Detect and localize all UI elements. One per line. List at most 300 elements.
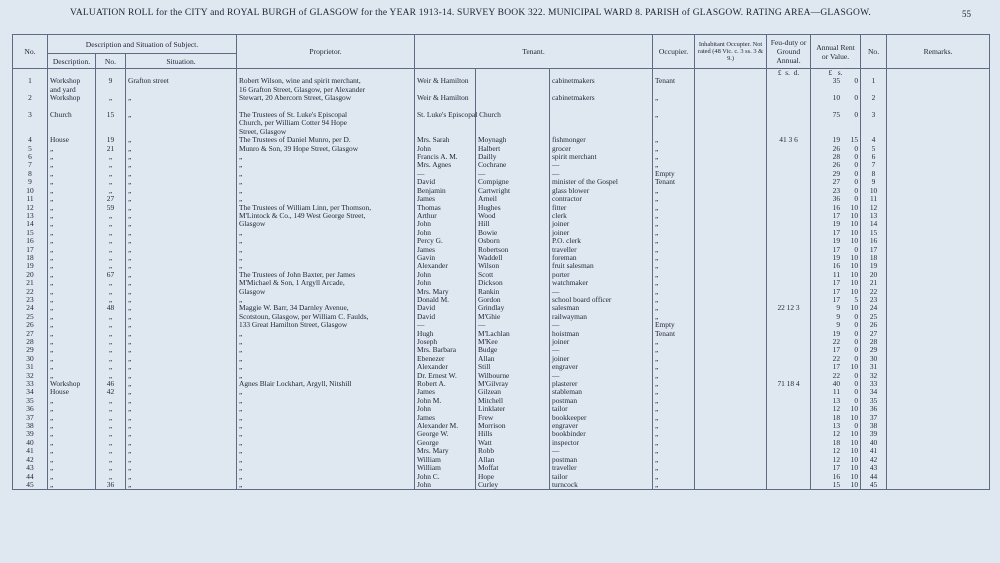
table-row [13, 195, 990, 203]
situation-cell: „ [126, 153, 237, 161]
rent-pounds: 17 [832, 227, 841, 237]
inhabitant-cell [695, 111, 767, 119]
situation-cell: „ [126, 439, 237, 447]
row-number-2: 12 [861, 204, 887, 212]
proprietor-cell: „ [237, 170, 415, 178]
remarks-cell [887, 397, 990, 405]
row-number: 32 [13, 372, 48, 380]
tenant-forename-cell: David [415, 178, 476, 186]
tenant-forename-cell: William [415, 464, 476, 472]
rent-pounds: 27 [832, 177, 841, 187]
tenant-occupation-cell [550, 119, 653, 127]
tenant-forename-cell: John M. [415, 397, 476, 405]
tenant-occupation-cell: cabinetmakers [550, 94, 653, 102]
feu-duty-units: £ s. d. [767, 69, 811, 78]
table-row [13, 94, 990, 102]
tenant-forename-cell: Benjamin [415, 187, 476, 195]
row-number-2: 26 [861, 321, 887, 329]
inhabitant-cell [695, 304, 767, 312]
row-number: 7 [13, 161, 48, 169]
proprietor-cell: „ [237, 187, 415, 195]
rent-pounds: 17 [832, 345, 841, 355]
row-number-2: 19 [861, 262, 887, 270]
inhabitant-cell [695, 229, 767, 237]
situation-cell: „ [126, 473, 237, 481]
tenant-occupation-cell: fitter [550, 204, 653, 212]
remarks-cell [887, 313, 990, 321]
row-number-2: 6 [861, 153, 887, 161]
occupier-cell: „ [653, 111, 695, 119]
street-number-cell: „ [96, 473, 126, 481]
occupier-cell: „ [653, 363, 695, 371]
proprietor-cell: „ [237, 355, 415, 363]
remarks-cell [887, 161, 990, 169]
street-number-cell: „ [96, 372, 126, 380]
occupier-cell: „ [653, 254, 695, 262]
rent-shillings: 10 [850, 463, 859, 473]
remarks-cell [887, 430, 990, 438]
tenant-forename-cell: Mrs. Mary [415, 447, 476, 455]
rent-shillings: 0 [854, 337, 859, 346]
inhabitant-cell [695, 430, 767, 438]
rent-shillings: 10 [850, 286, 859, 296]
rent-pounds: 12 [832, 446, 841, 456]
rent-shillings: 0 [854, 177, 859, 187]
feu-duty-cell [767, 237, 811, 245]
tenant-surname-cell: M'Lachlan [476, 330, 550, 338]
feu-duty-cell [767, 330, 811, 338]
occupier-cell: „ [653, 346, 695, 354]
row-number-2: 22 [861, 288, 887, 296]
inhabitant-cell [695, 178, 767, 186]
description-cell: „ [48, 447, 96, 455]
situation-cell: „ [126, 145, 237, 153]
rent-cell [811, 119, 861, 127]
row-number-2: 15 [861, 229, 887, 237]
rent-pounds: 13 [832, 395, 841, 405]
tenant-occupation-cell: watchmaker [550, 279, 653, 287]
tenant-surname-cell: Hill [476, 220, 550, 228]
rent-shillings: 0 [854, 244, 859, 254]
proprietor-cell: Street, Glasgow [237, 128, 415, 136]
tenant-surname-cell: Waddell [476, 254, 550, 262]
tenant-forename-cell: Dr. Ernest W. [415, 372, 476, 380]
inhabitant-cell [695, 321, 767, 329]
description-cell: „ [48, 397, 96, 405]
row-number-2: 18 [861, 254, 887, 262]
remarks-cell [887, 271, 990, 279]
rent-shillings: 10 [850, 362, 859, 372]
proprietor-cell: Stewart, 20 Abercorn Street, Glasgow [237, 94, 415, 102]
feu-duty-cell [767, 94, 811, 102]
inhabitant-cell [695, 204, 767, 212]
tenant-occupation-cell: salesman [550, 304, 653, 312]
row-number-2: 42 [861, 456, 887, 464]
street-number-cell: „ [96, 422, 126, 430]
street-number-cell: „ [96, 355, 126, 363]
tenant-occupation-cell: tailor [550, 405, 653, 413]
tenant-forename-cell: Arthur [415, 212, 476, 220]
rent-shillings: 0 [854, 160, 859, 170]
tenant-surname-cell: Bowie [476, 229, 550, 237]
description-cell: „ [48, 321, 96, 329]
situation-cell: „ [126, 422, 237, 430]
proprietor-cell: The Trustees of John Baxter, per James [237, 271, 415, 279]
table-row [13, 447, 990, 455]
proprietor-cell: The Trustees of Daniel Munro, per D. [237, 136, 415, 144]
rent-pounds: 17 [832, 463, 841, 473]
feu-duty-cell [767, 119, 811, 127]
tenant-occupation-cell: glass blower [550, 187, 653, 195]
description-cell: „ [48, 262, 96, 270]
row-number-2: 38 [861, 422, 887, 430]
tenant-occupation-cell: cabinetmakers [550, 77, 653, 85]
row-number-2: 35 [861, 397, 887, 405]
situation-cell: „ [126, 237, 237, 245]
table-row [13, 212, 990, 220]
tenant-occupation-cell: joiner [550, 338, 653, 346]
occupier-cell: „ [653, 237, 695, 245]
street-number-cell: „ [96, 447, 126, 455]
occupier-cell [653, 103, 695, 111]
occupier-cell: „ [653, 94, 695, 102]
remarks-cell [887, 439, 990, 447]
feu-duty-cell [767, 229, 811, 237]
inhabitant-cell [695, 346, 767, 354]
occupier-cell: „ [653, 187, 695, 195]
description-cell: „ [48, 464, 96, 472]
rent-pounds: 10 [832, 93, 841, 103]
header-tenant: Tenant. [415, 35, 653, 69]
row-number: 25 [13, 313, 48, 321]
rent-pounds: 13 [832, 421, 841, 431]
inhabitant-cell [695, 94, 767, 102]
row-number: 44 [13, 473, 48, 481]
street-number-cell: 59 [96, 204, 126, 212]
situation-cell: „ [126, 380, 237, 388]
remarks-cell [887, 136, 990, 144]
occupier-cell: Empty [653, 321, 695, 329]
header-description: Description. [48, 54, 96, 69]
street-number-cell: „ [96, 414, 126, 422]
row-number: 39 [13, 430, 48, 438]
tenant-occupation-cell [550, 111, 653, 119]
street-number-cell: „ [96, 237, 126, 245]
occupier-cell: „ [653, 430, 695, 438]
street-number-cell: „ [96, 464, 126, 472]
remarks-cell [887, 447, 990, 455]
situation-cell: „ [126, 136, 237, 144]
street-number-cell: 67 [96, 271, 126, 279]
inhabitant-cell [695, 330, 767, 338]
rent-cell [811, 94, 861, 102]
occupier-cell: „ [653, 220, 695, 228]
feu-duty-cell [767, 473, 811, 481]
tenant-occupation-cell: bookkeeper [550, 414, 653, 422]
row-number: 18 [13, 254, 48, 262]
street-number-cell: „ [96, 187, 126, 195]
inhabitant-cell [695, 246, 767, 254]
rent-pounds: 17 [832, 286, 841, 296]
table-row [13, 422, 990, 430]
tenant-occupation-cell: — [550, 447, 653, 455]
remarks-cell [887, 346, 990, 354]
rent-shillings: 0 [854, 110, 859, 120]
tenant-forename-cell [415, 119, 476, 127]
row-number-2: 8 [861, 170, 887, 178]
row-number-2: 25 [861, 313, 887, 321]
rent-shillings: 10 [850, 412, 859, 422]
row-number: 8 [13, 170, 48, 178]
situation-cell: „ [126, 246, 237, 254]
remarks-cell [887, 195, 990, 203]
rent-shillings: 5 [854, 294, 859, 304]
situation-cell: „ [126, 355, 237, 363]
description-cell: „ [48, 456, 96, 464]
rent-shillings: 15 [850, 135, 859, 145]
rent-shillings: 0 [854, 387, 859, 397]
occupier-cell: „ [653, 288, 695, 296]
description-cell: „ [48, 195, 96, 203]
inhabitant-cell [695, 405, 767, 413]
proprietor-cell: Munro & Son, 39 Hope Street, Glasgow [237, 145, 415, 153]
tenant-occupation-cell: inspector [550, 439, 653, 447]
street-number-cell: „ [96, 363, 126, 371]
remarks-cell [887, 456, 990, 464]
occupier-cell: „ [653, 262, 695, 270]
tenant-occupation-cell [550, 103, 653, 111]
row-number: 31 [13, 363, 48, 371]
occupier-cell: Empty [653, 170, 695, 178]
description-cell: „ [48, 220, 96, 228]
proprietor-cell: „ [237, 414, 415, 422]
rent-pounds: 40 [832, 379, 841, 389]
rent-pounds: 16 [832, 261, 841, 271]
description-cell: „ [48, 430, 96, 438]
table-row [13, 103, 990, 111]
situation-cell: „ [126, 330, 237, 338]
remarks-cell [887, 145, 990, 153]
inhabitant-cell [695, 456, 767, 464]
occupier-cell: „ [653, 397, 695, 405]
street-number-cell: 15 [96, 111, 126, 119]
row-number: 26 [13, 321, 48, 329]
table-row [13, 464, 990, 472]
occupier-cell: „ [653, 246, 695, 254]
tenant-surname-cell: Hughes [476, 204, 550, 212]
remarks-cell [887, 279, 990, 287]
row-number: 6 [13, 153, 48, 161]
inhabitant-cell [695, 397, 767, 405]
row-number: 16 [13, 237, 48, 245]
occupier-cell: „ [653, 355, 695, 363]
proprietor-cell: 133 Great Hamilton Street, Glasgow [237, 321, 415, 329]
proprietor-cell: „ [237, 237, 415, 245]
rent-pounds: 11 [832, 387, 841, 397]
tenant-occupation-cell: — [550, 170, 653, 178]
rent-pounds: 17 [832, 294, 841, 304]
rent-pounds: 19 [832, 135, 841, 145]
tenant-occupation-cell: joiner [550, 229, 653, 237]
tenant-surname-cell: M'Gilvray [476, 380, 550, 388]
description-cell: House [48, 136, 96, 144]
row-number-2: 16 [861, 237, 887, 245]
rent-pounds: 16 [832, 471, 841, 481]
row-number-2: 32 [861, 372, 887, 380]
row-number: 33 [13, 380, 48, 388]
street-number-cell: „ [96, 254, 126, 262]
table-row [13, 288, 990, 296]
description-cell: „ [48, 481, 96, 490]
row-number: 42 [13, 456, 48, 464]
row-number-2: 17 [861, 246, 887, 254]
occupier-cell: „ [653, 296, 695, 304]
situation-cell: „ [126, 388, 237, 396]
feu-duty-cell [767, 288, 811, 296]
rent-shillings: 10 [850, 227, 859, 237]
proprietor-cell: „ [237, 246, 415, 254]
situation-cell: „ [126, 481, 237, 490]
tenant-surname-cell: Wilson [476, 262, 550, 270]
proprietor-cell: Robert Wilson, wine and spirit merchant, [237, 77, 415, 85]
situation-cell: „ [126, 178, 237, 186]
rent-pounds: 9 [836, 320, 841, 330]
tenant-occupation-cell: railwayman [550, 313, 653, 321]
tenant-forename-cell: Joseph [415, 338, 476, 346]
row-number: 9 [13, 178, 48, 186]
tenant-surname-cell: Hills [476, 430, 550, 438]
rent-pounds: 28 [832, 152, 841, 162]
row-number-2: 5 [861, 145, 887, 153]
inhabitant-cell [695, 262, 767, 270]
feu-duty-cell [767, 111, 811, 119]
table-row [13, 405, 990, 413]
street-number-cell: „ [96, 313, 126, 321]
occupier-cell: Tenant [653, 178, 695, 186]
inhabitant-cell [695, 380, 767, 388]
proprietor-cell: M'Lintock & Co., 149 West George Street, [237, 212, 415, 220]
rent-shillings: 0 [854, 395, 859, 405]
tenant-forename-cell: Hugh [415, 330, 476, 338]
situation-cell: „ [126, 204, 237, 212]
rent-shillings: 10 [850, 437, 859, 447]
tenant-forename-cell: David [415, 313, 476, 321]
table-row [13, 304, 990, 312]
remarks-cell [887, 304, 990, 312]
description-cell: and yard [48, 86, 96, 94]
tenant-surname-cell: Moynagh [476, 136, 550, 144]
tenant-surname-cell: M'Ghie [476, 313, 550, 321]
row-number: 35 [13, 397, 48, 405]
description-cell: „ [48, 204, 96, 212]
proprietor-cell: The Trustees of William Linn, per Thomson, [237, 204, 415, 212]
row-number: 43 [13, 464, 48, 472]
remarks-cell [887, 103, 990, 111]
feu-duty-cell [767, 77, 811, 85]
description-cell: „ [48, 271, 96, 279]
rent-cell [811, 111, 861, 119]
table-row [13, 119, 990, 127]
tenant-forename-cell: James [415, 246, 476, 254]
tenant-surname-cell: Linklater [476, 405, 550, 413]
description-cell: „ [48, 439, 96, 447]
rent-shillings: 0 [854, 370, 859, 380]
street-number-cell: 48 [96, 304, 126, 312]
description-cell [48, 119, 96, 127]
occupier-cell: „ [653, 136, 695, 144]
header-no: No. [13, 35, 48, 69]
rent-shillings: 0 [854, 328, 859, 338]
proprietor-cell: Agnes Blair Lockhart, Argyll, Nitshill [237, 380, 415, 388]
inhabitant-cell [695, 338, 767, 346]
feu-duty-cell [767, 447, 811, 455]
row-number-2: 31 [861, 363, 887, 371]
table-row [13, 313, 990, 321]
table-row [13, 86, 990, 94]
feu-duty-cell: 71 18 4 [767, 380, 811, 388]
tenant-forename-cell: Mrs. Mary [415, 288, 476, 296]
inhabitant-cell [695, 128, 767, 136]
row-number: 21 [13, 279, 48, 287]
tenant-surname-cell: Compigne [476, 178, 550, 186]
tenant-occupation-cell: contractor [550, 195, 653, 203]
feu-duty-cell [767, 397, 811, 405]
tenant-surname-cell: M'Kee [476, 338, 550, 346]
description-cell: „ [48, 212, 96, 220]
header-remarks: Remarks. [887, 35, 990, 69]
proprietor-cell: „ [237, 422, 415, 430]
rent-shillings: 0 [854, 311, 859, 321]
tenant-occupation-cell: joiner [550, 355, 653, 363]
situation-cell: „ [126, 346, 237, 354]
remarks-cell [887, 128, 990, 136]
remarks-cell [887, 246, 990, 254]
row-number-2: 14 [861, 220, 887, 228]
remarks-cell [887, 170, 990, 178]
description-cell: „ [48, 372, 96, 380]
rent-pounds: 9 [836, 303, 841, 313]
description-cell: House [48, 388, 96, 396]
description-cell: Workshop [48, 77, 96, 85]
header-description-group: Description and Situation of Subject. [48, 35, 237, 54]
row-number: 19 [13, 262, 48, 270]
proprietor-cell: „ [237, 439, 415, 447]
proprietor-cell: „ [237, 372, 415, 380]
description-cell: „ [48, 288, 96, 296]
occupier-cell [653, 86, 695, 94]
row-number-2: 28 [861, 338, 887, 346]
row-number-2: 20 [861, 271, 887, 279]
table-row [13, 229, 990, 237]
tenant-forename-cell: David [415, 304, 476, 312]
rent-pounds: 18 [832, 412, 841, 422]
row-number-2: 24 [861, 304, 887, 312]
tenant-surname-cell: Dailly [476, 153, 550, 161]
feu-duty-cell [767, 338, 811, 346]
situation-cell: „ [126, 296, 237, 304]
tenant-forename-cell: Mrs. Agnes [415, 161, 476, 169]
row-number-2: 39 [861, 430, 887, 438]
row-number [13, 119, 48, 127]
inhabitant-cell [695, 414, 767, 422]
remarks-cell [887, 388, 990, 396]
tenant-surname-cell: Hope [476, 473, 550, 481]
rent-pounds: 17 [832, 278, 841, 288]
row-number-2: 33 [861, 380, 887, 388]
remarks-cell [887, 422, 990, 430]
description-cell: „ [48, 246, 96, 254]
rent-pounds: 19 [832, 252, 841, 262]
